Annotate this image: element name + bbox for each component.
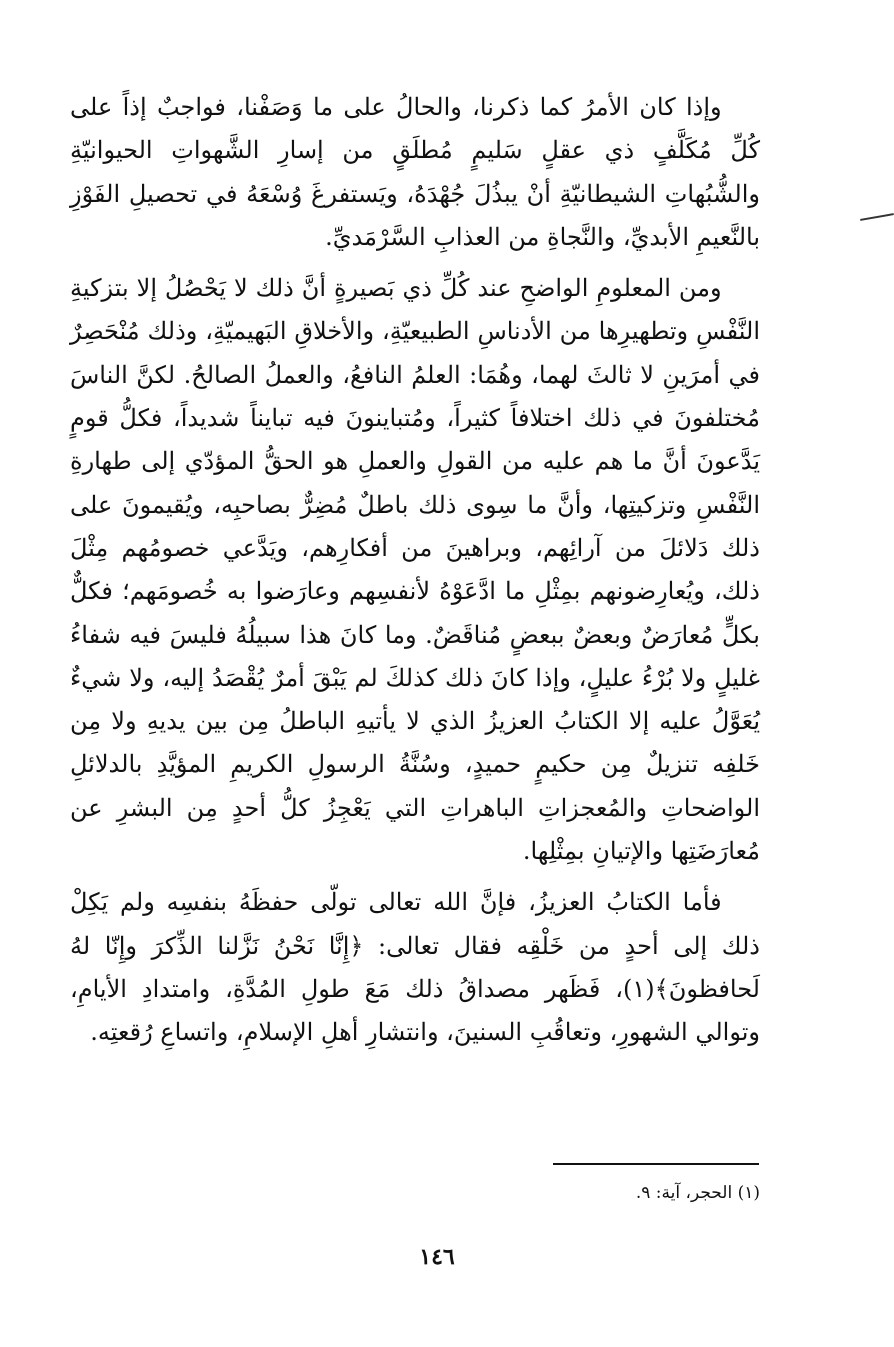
footnote: (١) الحجر، آية: ٩. xyxy=(635,1183,760,1203)
footnote-divider xyxy=(553,1163,759,1165)
margin-mark xyxy=(860,213,894,221)
paragraph-1: وإذا كان الأمرُ كما ذكرنا، والحالُ على ما وَصَفْنا، فواجبٌ إذاً على كُلِّ مُكَلَّفٍ ذي عقلٍ سَليمٍ مُطلَقٍ من إسارِ الشَّهواتِ الحيوانيّةِ والشُّبُهاتِ الشيطانيّةِ أنْ يبذُلَ جُهْدَهُ، ويَستفرغَ وُسْعَهُ في تحصيلِ الفَوْزِ بالنَّعيمِ الأبديِّ، والنَّجاةِ من العذابِ السَّرْمَديِّ. xyxy=(70,93,760,251)
page-number: ١٤٦ xyxy=(419,1244,455,1270)
paragraph-2: ومن المعلومِ الواضحِ عند كُلِّ ذي بَصيرةٍ أنَّ ذلك لا يَحْصُلُ إلا بتزكيةِ النَّفْسِ وتطهيرِها من الأدناسِ الطبيعيّةِ، والأخلاقِ البَهيميّةِ، وذلك مُنْحَصِرٌ في أمرَينِ لا ثالثَ لهما، وهُمَا: العلمُ النافعُ، والعملُ الصالحُ. لكنَّ الناسَ مُختلفونَ في ذلك اختلافاً كثيراً، ومُتباينونَ فيه تبايناً شديداً، فكلُّ قومٍ يَدَّعونَ أنَّ ما هم عليه من القولِ والعملِ هو الحقُّ المؤدّي إلى طهارةِ النَّفْسِ وتزكيتِها، وأنَّ ما سِوى ذلك باطلٌ مُضِرٌّ بصاحبِه، ويُقيمونَ على ذلك دَلائلَ من آرائِهم، وبراهينَ من أفكارِهم، ويَدَّعي خصومُهم مِثْلَ ذلك، ويُعارِضونهم بمِثْلِ ما ادَّعَوْهُ لأنفسِهم وعارَضوا به خُصومَهم؛ فكلٌّ بكلٍّ مُعارَضٌ وبعضٌ ببعضٍ مُناقَضٌ. وما كانَ هذا سبيلُهُ فليسَ فيه شفاءُ غليلٍ ولا بُرْءُ عليلٍ، وإذا كانَ ذلك كذلكَ لم يَبْقَ أمرٌ يُقْصَدُ إليه، ولا شيءٌ يُعَوَّلُ عليه إلا الكتابُ العزيزُ الذي لا يأتيهِ الباطلُ مِن بين يديهِ ولا مِن خَلفِه تنزيلٌ مِن حكيمٍ حميدٍ، وسُنَّةُ الرسولِ الكريمِ المؤيَّدِ بالدلائلِ الواضحاتِ والمُعجزاتِ الباهراتِ التي يَعْجِزُ كلُّ أحدٍ مِن البشرِ عن مُعارَضَتِها والإتيانِ بمِثْلِها. xyxy=(70,274,761,866)
body-text xyxy=(70,86,760,1063)
paragraph-3: فأما الكتابُ العزيزُ، فإنَّ الله تعالى تولّى حفظَهُ بنفسِه ولم يَكِلْ ذلك إلى أحدٍ من خَلْقِه فقال تعالى: ﴿إِنَّا نَحْنُ نَزَّلنا الذِّكرَ وإِنّا لهُ لَحافظونَ﴾(١)، فَظَهر مصداقُ ذلك مَعَ طولِ المُدَّةِ، وامتدادِ الأيامِ، وتوالي الشهورِ، وتعاقُبِ السنينَ، وانتشارِ أهلِ الإسلامِ، واتساعِ رُقعتِه. xyxy=(70,888,760,1047)
